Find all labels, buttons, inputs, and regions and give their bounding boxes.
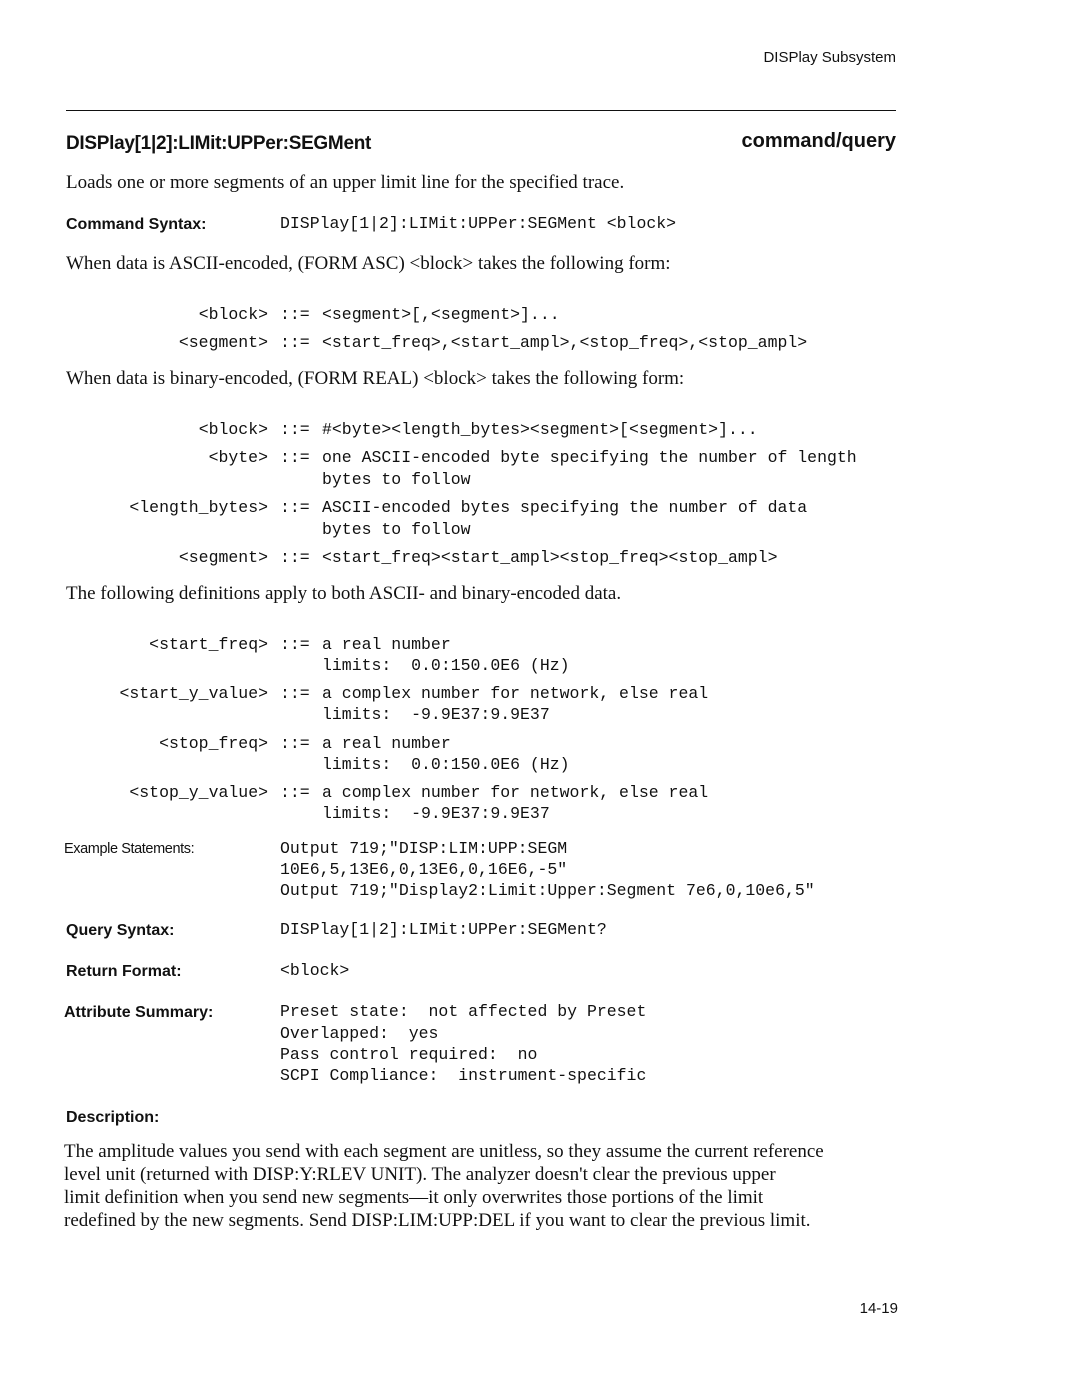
binary-def-byte-line1: one ASCII-encoded byte specifying the number of length [322, 448, 857, 467]
command-syntax-value: DISPlay[1|2]:LIMit:UPPer:SEGMent <block> [280, 214, 677, 233]
definitions-intro: The following definitions apply to both ASCII- and binary-encoded data. [66, 583, 622, 604]
def-term-start-y-value: <start_y_value> [119, 684, 268, 703]
return-format-label: Return Format: [66, 963, 182, 980]
binary-term-segment: <segment> [178, 548, 268, 567]
example-statements-label: Example Statements: [64, 841, 195, 857]
def-term-stop-y-value: <stop_y_value> [129, 783, 268, 802]
def-assign-start-y-value: ::= [280, 684, 310, 703]
binary-form-intro: When data is binary-encoded, (FORM REAL) <block> takes the following form: [66, 368, 685, 389]
def-assign-start-freq: ::= [280, 635, 310, 654]
query-syntax-label: Query Syntax: [66, 922, 175, 939]
attribute-line-overlapped: Overlapped: yes [280, 1024, 439, 1043]
ascii-form-intro: When data is ASCII-encoded, (FORM ASC) <block> takes the following form: [66, 253, 671, 274]
attribute-summary-label: Attribute Summary: [64, 1004, 214, 1021]
binary-def-block: #<byte><length_bytes><segment>[<segment>]... [322, 420, 758, 439]
ascii-def-block: <segment>[,<segment>]... [322, 305, 560, 324]
binary-term-block: <block> [198, 420, 268, 439]
command-syntax-label: Command Syntax: [66, 216, 207, 233]
def-start-freq-line2: limits: 0.0:150.0E6 (Hz) [322, 656, 570, 675]
attribute-line-pass-control: Pass control required: no [280, 1045, 538, 1064]
def-start-y-value-line1: a complex number for network, else real [322, 684, 709, 703]
ascii-term-segment: <segment> [178, 333, 268, 352]
def-term-stop-freq: <stop_freq> [159, 734, 268, 753]
binary-assign-length-bytes: ::= [280, 498, 310, 517]
binary-def-length-bytes-line2: bytes to follow [322, 520, 471, 539]
binary-assign-segment: ::= [280, 548, 310, 567]
ascii-term-block: <block> [198, 305, 268, 324]
attribute-line-preset: Preset state: not affected by Preset [280, 1002, 647, 1021]
example-line-3: Output 719;"Display2:Limit:Upper:Segment 7e6,0,10e6,5" [280, 881, 815, 900]
description-line-1: The amplitude values you send with each segment are unitless, so they assume the current reference [64, 1141, 824, 1162]
description-line-2: level unit (returned with DISP:Y:RLEV UNIT). The analyzer doesn't clear the previous upper [64, 1164, 776, 1185]
ascii-def-segment: <start_freq>,<start_ampl>,<stop_freq>,<stop_ampl> [322, 333, 808, 352]
header-rule [66, 110, 896, 111]
def-start-y-value-line2: limits: -9.9E37:9.9E37 [322, 705, 550, 724]
def-stop-freq-line1: a real number [322, 734, 451, 753]
description-label: Description: [66, 1109, 160, 1126]
attribute-line-scpi: SCPI Compliance: instrument-specific [280, 1066, 647, 1085]
ascii-assign-block: ::= [280, 305, 310, 324]
ascii-assign-segment: ::= [280, 333, 310, 352]
binary-assign-byte: ::= [280, 448, 310, 467]
binary-assign-block: ::= [280, 420, 310, 439]
command-title: DISPlay[1|2]:LIMit:UPPer:SEGMent [66, 133, 372, 154]
example-line-1: Output 719;"DISP:LIM:UPP:SEGM [280, 839, 568, 858]
def-stop-freq-line2: limits: 0.0:150.0E6 (Hz) [322, 755, 570, 774]
def-assign-stop-freq: ::= [280, 734, 310, 753]
return-format-value: <block> [280, 961, 350, 980]
def-term-start-freq: <start_freq> [149, 635, 268, 654]
command-type: command/query [741, 130, 896, 152]
example-line-2: 10E6,5,13E6,0,13E6,0,16E6,-5" [280, 860, 568, 879]
binary-term-byte: <byte> [208, 448, 268, 467]
binary-def-segment: <start_freq><start_ampl><stop_freq><stop_ampl> [322, 548, 778, 567]
description-line-4: redefined by the new segments. Send DISP:LIM:UPP:DEL if you want to clear the previous limit. [64, 1210, 811, 1231]
def-stop-y-value-line1: a complex number for network, else real [322, 783, 709, 802]
def-assign-stop-y-value: ::= [280, 783, 310, 802]
binary-def-length-bytes-line1: ASCII-encoded bytes specifying the number of data [322, 498, 808, 517]
def-stop-y-value-line2: limits: -9.9E37:9.9E37 [322, 804, 550, 823]
binary-def-byte-line2: bytes to follow [322, 470, 471, 489]
query-syntax-value: DISPlay[1|2]:LIMit:UPPer:SEGMent? [280, 920, 607, 939]
description-line-3: limit definition when you send new segments—it only overwrites those portions of the limit [64, 1187, 764, 1208]
page-number: 14-19 [859, 1300, 898, 1317]
def-start-freq-line1: a real number [322, 635, 451, 654]
running-header: DISPlay Subsystem [763, 49, 896, 66]
binary-term-length-bytes: <length_bytes> [129, 498, 268, 517]
intro-text: Loads one or more segments of an upper limit line for the specified trace. [66, 172, 625, 193]
